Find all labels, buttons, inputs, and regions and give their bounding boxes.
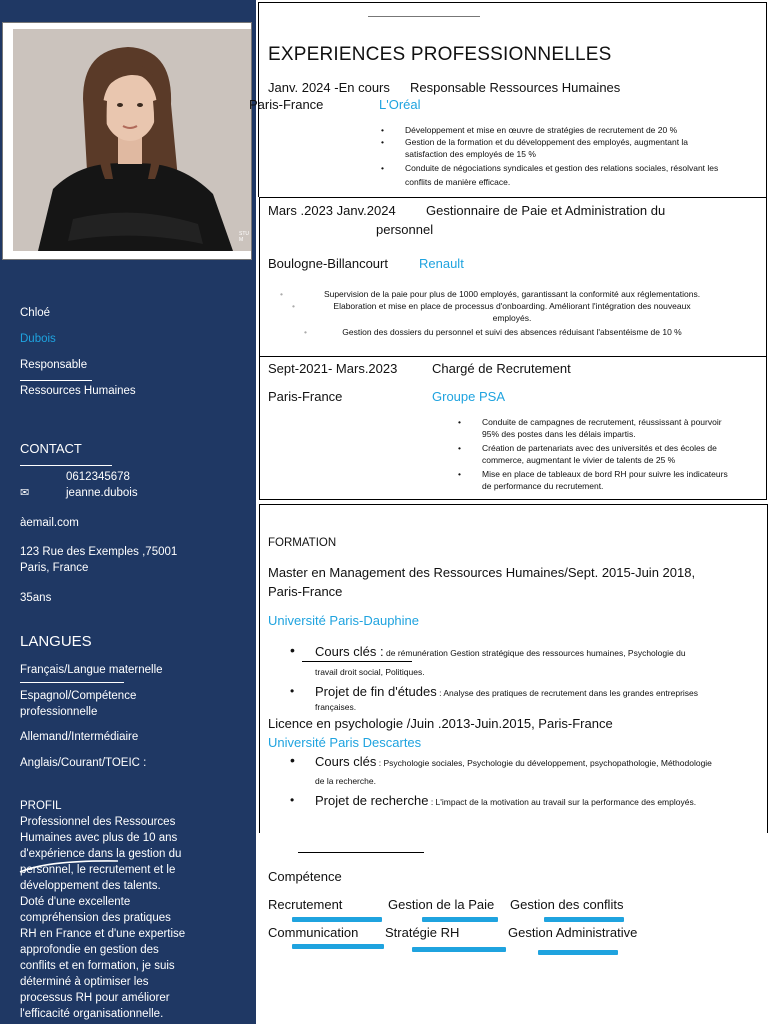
annotation-rule xyxy=(302,661,412,662)
bullet-text: Mise en place de tableaux de bord RH pour suivre les indicateurs xyxy=(482,469,728,479)
email-user: jeanne.dubois xyxy=(66,487,138,499)
item-label: Projet de recherche xyxy=(315,793,429,808)
job2-location: Boulogne-Billancourt xyxy=(268,256,388,271)
bullet-text: Conduite de campagnes de recrutement, réussissant à pourvoir xyxy=(482,417,722,427)
profile-annotation-stroke xyxy=(18,858,138,878)
address-line1: 123 Rue des Exemples ,75001 xyxy=(20,546,178,558)
job1-location: Paris-France xyxy=(249,97,324,112)
first-name: Chloé xyxy=(20,307,51,319)
profile-line: compréhension des pratiques xyxy=(20,912,171,924)
item-label: Cours clés : xyxy=(315,644,384,659)
job3-role: Chargé de Recrutement xyxy=(432,361,571,376)
job3-bullets: • Conduite de campagnes de recrutement, réussissant à pourvoir 95% des postes dans les délais impartis. • Création de partenariats avec des universités et des écoles de commerce, augmentant le vivier de talents de 25 % • Mise en place de tableaux de bord RH pour suivre les indicateurs de performance du recrutement. xyxy=(458,417,728,491)
job2-role-line2: personnel xyxy=(376,222,434,237)
job1-company: L'Oréal xyxy=(379,97,421,112)
job1-role: Responsable Ressources Humaines xyxy=(410,80,621,95)
experience-heading: EXPERIENCES PROFESSIONNELLES xyxy=(268,44,612,65)
top-rule xyxy=(258,2,766,3)
profile-line: approfondie en gestion des xyxy=(20,944,159,956)
profile-line: Professionnel des Ressources xyxy=(20,816,176,828)
bullet-text: Gestion des dossiers du personnel et suivi des absences réduisant l'absentéisme de 10 % xyxy=(342,327,682,337)
item-text: de rémunération Gestion stratégique des ressources humaines, Psychologie du xyxy=(383,648,686,658)
bullet-dot: • xyxy=(290,684,295,698)
skill-underline xyxy=(538,950,618,955)
address-line2: Paris, France xyxy=(20,562,89,574)
master-item-2-cont: françaises. xyxy=(315,702,357,712)
skills-heading: Compétence xyxy=(268,869,342,884)
skill-underline xyxy=(292,944,384,949)
item-text: : L'impact de la motivation au travail sur la performance des employés. xyxy=(428,797,697,807)
skill-underline xyxy=(422,917,498,922)
skill-item: Gestion des conflits xyxy=(510,897,624,912)
licence-item-1 xyxy=(315,754,712,769)
language-item: Français/Langue maternelle xyxy=(20,664,163,676)
age: 35ans xyxy=(20,592,52,604)
bullet-text: Supervision de la paie pour plus de 1000 employés, garantissant la conformité aux réglementations. xyxy=(323,289,701,299)
profile-line: Doté d'une excellente xyxy=(20,896,131,908)
bullet-text: de performance du recrutement. xyxy=(482,481,604,491)
skill-item: Stratégie RH xyxy=(385,925,460,940)
master-item-1 xyxy=(315,644,686,659)
bullet-text: satisfaction des employés de 15 % xyxy=(405,149,536,159)
contact-heading: CONTACT xyxy=(20,441,82,456)
master-school: Université Paris-Dauphine xyxy=(268,613,420,628)
skill-item: Communication xyxy=(268,925,359,940)
job2-dates: Mars .2023 Janv.2024 xyxy=(268,203,396,218)
contact-underline xyxy=(20,465,112,466)
top-accent-rule xyxy=(368,16,480,17)
skill-item: Recrutement xyxy=(268,897,343,912)
item-text: : Analyse des pratiques de recrutement dans les grandes entreprises xyxy=(436,688,699,698)
profile-photo xyxy=(13,29,251,251)
bullet-text: Conduite de négociations syndicales et gestion des relations sociales, résolvant les xyxy=(405,163,719,173)
profile-line: Humaines avec plus de 10 ans xyxy=(20,832,178,844)
profile-line: RH en France et d'une expertise xyxy=(20,928,186,940)
bullet-dot: • xyxy=(290,752,295,768)
master-line1: Master en Management des Ressources Humaines/Sept. 2015-Juin 2018, xyxy=(268,565,696,580)
bullet-dot: • xyxy=(290,793,295,807)
job2-bullets: • Supervision de la paie pour plus de 1000 employés, garantissant la conformité aux réglementations. • Elaboration et mise en place de processus d'onboarding. Améliorant l'intégration des nouveaux employés. • Gestion des dossiers du personnel et suivi des absences réduisant l'absentéisme de 10 % xyxy=(280,289,701,337)
language-item: professionnelle xyxy=(20,706,98,718)
language-item: Allemand/Intermédiaire xyxy=(20,731,139,743)
job3-dates: Sept-2021- Mars.2023 xyxy=(268,361,398,376)
job1-dates: Janv. 2024 -En cours xyxy=(268,80,390,95)
bullet-dot: • xyxy=(290,642,295,658)
bullet-text: Gestion de la formation et du développement des employés, augmentant la xyxy=(405,137,689,147)
profile-line: d'expérience dans la gestion du xyxy=(20,848,182,860)
email-domain: àemail.com xyxy=(20,517,79,529)
profile-line: développement des talents. xyxy=(20,880,161,892)
profile-line: processus RH pour améliorer xyxy=(20,992,170,1004)
item-text: : Psychologie sociales, Psychologie du développement, psychopathologie, Méthodologie xyxy=(376,758,712,768)
email-icon: ✉ xyxy=(20,487,30,499)
skills-rule xyxy=(298,852,424,853)
bullet-text: conflits de manière efficace. xyxy=(405,177,511,187)
language-item: Espagnol/Compétence xyxy=(20,690,137,702)
skill-item: Gestion Administrative xyxy=(508,925,638,940)
language-item: Anglais/Courant/TOEIC : xyxy=(20,757,147,769)
licence-item-1-cont: de la recherche. xyxy=(315,776,376,786)
skill-underline xyxy=(544,917,624,922)
formation-heading: FORMATION xyxy=(268,537,337,549)
photo-caption: STU M xyxy=(239,231,249,243)
profile-line: conflits et en formation, je suis xyxy=(20,960,175,972)
last-name: Dubois xyxy=(20,333,56,345)
master-line2: Paris-France xyxy=(268,584,343,599)
job3-location: Paris-France xyxy=(268,389,343,404)
bullet-text: 95% des postes dans les délais impartis. xyxy=(482,429,636,439)
bullet-text: Elaboration et mise en place de processus d'onboarding. Améliorant l'intégration des nouveaux xyxy=(333,301,691,311)
licence-item-2 xyxy=(315,793,696,808)
item-label: Projet de fin d'études xyxy=(315,684,437,699)
bullet-text: commerce, augmentant le vivier de talents de 25 % xyxy=(482,455,676,465)
job2-role-line1: Gestionnaire de Paie et Administration du xyxy=(426,203,666,218)
languages-heading: LANGUES xyxy=(20,633,92,650)
exp-right-rule xyxy=(766,2,767,197)
bullet-text: Développement et mise en œuvre de stratégies de recrutement de 20 % xyxy=(405,125,678,135)
skill-underline xyxy=(412,947,506,952)
job-title-line1: Responsable xyxy=(20,359,88,371)
profile-line: l'efficacité organisationnelle. xyxy=(20,1008,164,1020)
item-label: Cours clés xyxy=(315,754,377,769)
profile-line: déterminé à optimiser les xyxy=(20,976,149,988)
licence-line: Licence en psychologie /Juin .2013-Juin.2015, Paris-France xyxy=(268,716,613,731)
profile-photo-frame xyxy=(2,22,252,260)
job1-bullets: • Développement et mise en œuvre de stratégies de recrutement de 20 % • Gestion de la formation et du développement des employés, augmentant la satisfaction des employés de 15 % • Conduite de négociations syndicales et gestion des relations sociales, résolvant les conflits de manière efficace. xyxy=(381,125,719,187)
title-underline xyxy=(20,380,92,381)
job3-company: Groupe PSA xyxy=(432,389,505,404)
skill-underline xyxy=(292,917,382,922)
job2-company: Renault xyxy=(419,256,464,271)
profile-line: personnel, le recrutement et le xyxy=(20,864,176,876)
profile-heading: PROFIL xyxy=(20,800,62,812)
languages-underline xyxy=(20,682,124,683)
bullet-text: Création de partenariats avec des universités et des écoles de xyxy=(482,443,717,453)
phone-number: 0612345678 xyxy=(66,471,130,483)
job-title-line2: Ressources Humaines xyxy=(20,385,136,397)
master-item-1-cont: travail droit social, Politiques. xyxy=(315,667,425,677)
skill-item: Gestion de la Paie xyxy=(388,897,495,912)
bullet-text: employés. xyxy=(492,313,532,323)
master-item-2 xyxy=(315,684,698,699)
licence-school: Université Paris Descartes xyxy=(268,735,422,750)
